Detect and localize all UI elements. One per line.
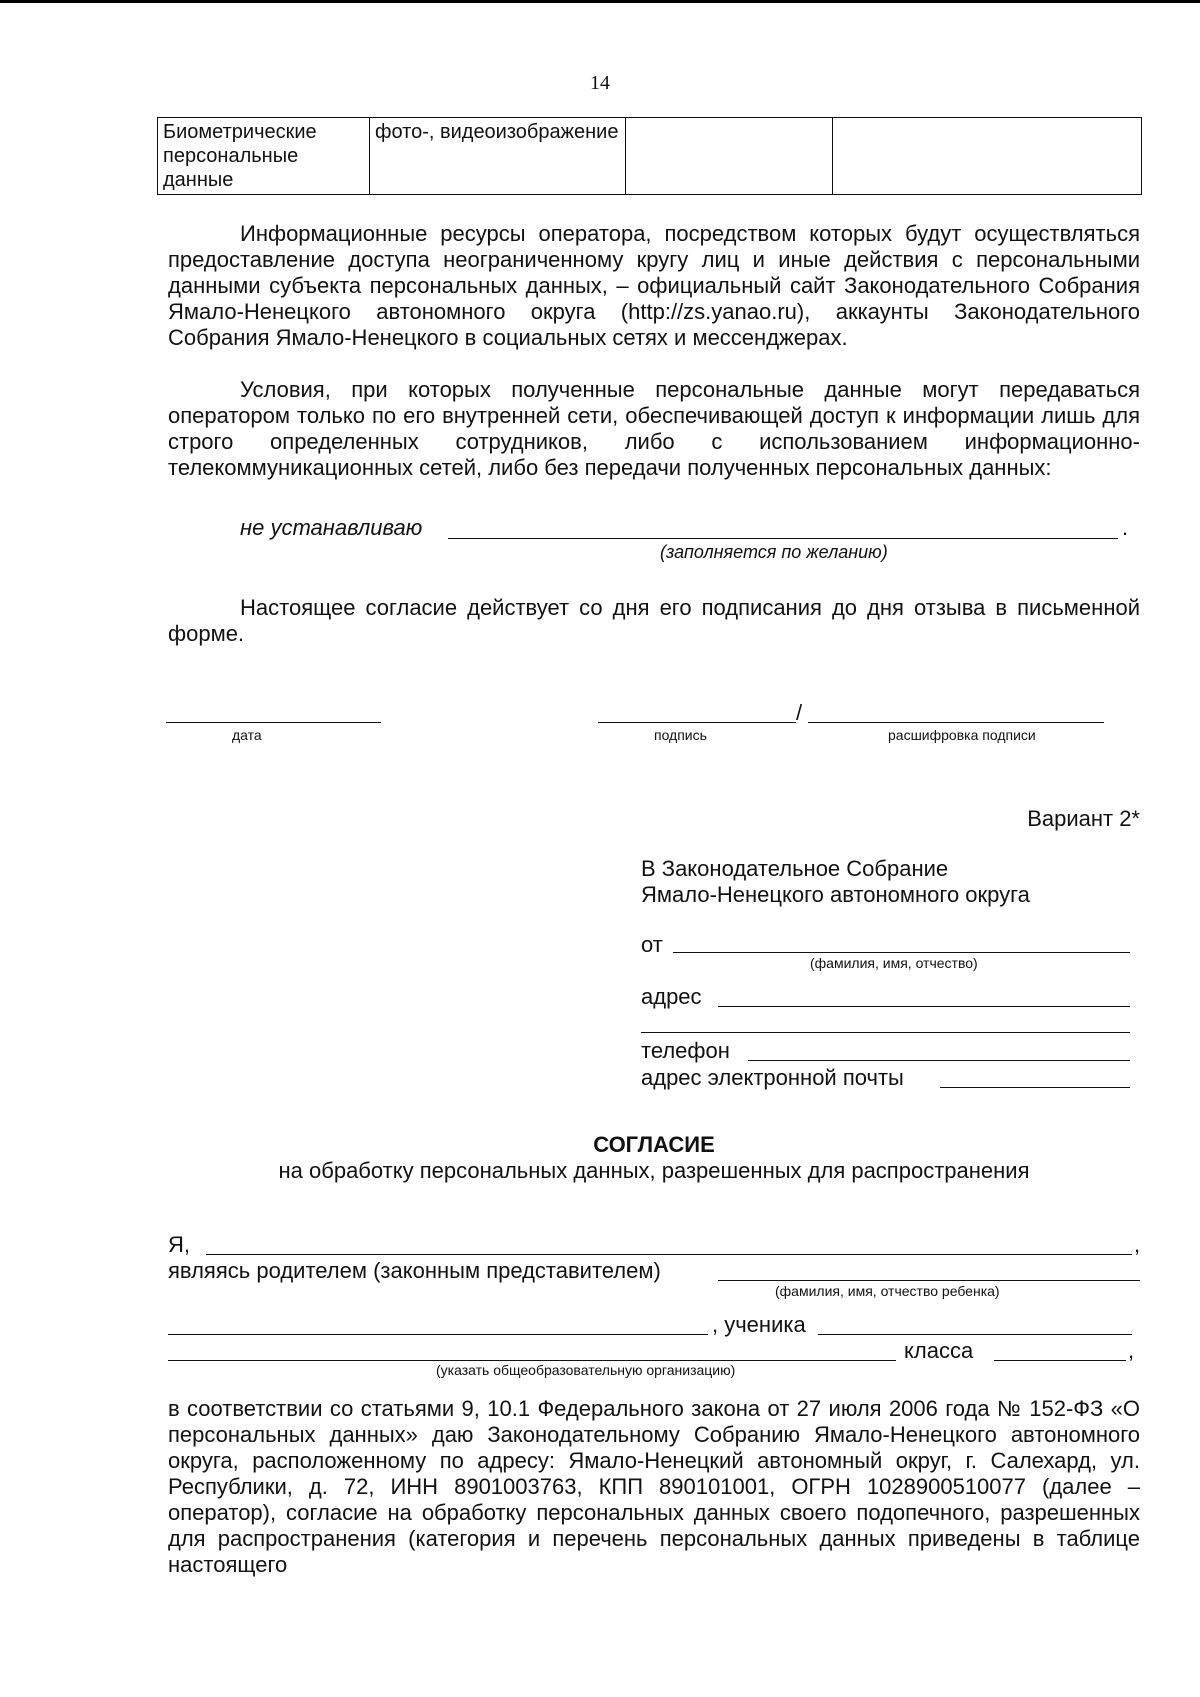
fio-caption: (фамилия, имя, отчество) <box>810 955 978 971</box>
phone-label: телефон <box>641 1038 730 1063</box>
address-blank-line-2[interactable] <box>641 1032 1130 1033</box>
addressee-line-2: Ямало-Ненецкого автономного округа <box>641 882 1030 907</box>
table-cell-empty <box>626 118 833 195</box>
signature-blank-line[interactable] <box>598 722 796 723</box>
being-parent-label: являясь родителем (законным представителем) <box>168 1258 661 1283</box>
pupil-label: , ученика <box>712 1312 806 1337</box>
signature-slash: / <box>796 700 803 725</box>
school-caption: (указать общеобразовательную организацию) <box>436 1362 736 1378</box>
addressee-line-1: В Законодательное Собрание <box>641 856 949 881</box>
table-cell-empty <box>833 118 1142 195</box>
resources-paragraph: Информационные ресурсы оператора, посредством которых будут осуществляться предоставление доступа неограниченному кругу лиц и иные действия с персональными данными субъекта персональных данных, – официальный сайт Законодательного Собрания Ямало-Ненецкого автономного округа (http://zs.yanao.ru), аккаунты Законодательного Собрания Ямало-Ненецкого в социальных сетях и мессенджерах. <box>168 221 1140 350</box>
table-cell-list: фото-, видеоизображение <box>370 118 626 195</box>
phone-blank-line[interactable] <box>748 1060 1130 1061</box>
email-label: адрес электронной почты <box>641 1065 904 1090</box>
email-blank-line[interactable] <box>940 1087 1130 1088</box>
from-blank-line[interactable] <box>673 952 1130 953</box>
address-blank-line-1[interactable] <box>718 1006 1130 1007</box>
consent-subtitle: на обработку персональных данных, разрешенных для распространения <box>278 1158 1030 1183</box>
table-cell-category: Биометрические персональные данные <box>158 118 370 195</box>
conditions-paragraph: Условия, при которых полученные персональные данные могут передаваться оператором только по его внутренней сети, обеспечивающей доступ к информации лишь для строго определенных сотрудников, либо с использованием информационно-телекоммуникационных сетей, либо без передачи полученных персональных данных: <box>168 377 1140 480</box>
variant-label: Вариант 2* <box>1027 806 1140 831</box>
school-blank-line-2[interactable] <box>168 1360 896 1361</box>
pupil-blank-line[interactable] <box>818 1334 1132 1335</box>
biometric-data-table <box>157 117 1142 195</box>
child-caption: (фамилия, имя, отчество ребенка) <box>775 1283 1000 1299</box>
i-comma: , <box>1134 1232 1141 1257</box>
class-blank-line[interactable] <box>994 1360 1126 1361</box>
i-label: Я, <box>168 1232 190 1257</box>
date-caption: дата <box>232 727 262 743</box>
signature-decrypt-caption: расшифровка подписи <box>888 727 1036 743</box>
class-comma: , <box>1128 1338 1135 1363</box>
school-blank-line-1[interactable] <box>168 1334 708 1335</box>
top-border-rule <box>0 0 1200 3</box>
i-blank-line[interactable] <box>206 1254 1132 1255</box>
validity-paragraph: Настоящее согласие действует со дня его подписания до дня отзыва в письменной форме. <box>168 595 1140 646</box>
page-number: 14 <box>590 72 610 94</box>
period-mark: . <box>1122 515 1129 540</box>
consent-title: СОГЛАСИЕ <box>593 1132 715 1157</box>
table-row <box>158 118 1142 195</box>
no-set-blank-line[interactable] <box>448 538 1118 539</box>
address-label: адрес <box>641 984 702 1009</box>
class-label: класса <box>904 1338 974 1363</box>
no-set-label: не устанавливаю <box>240 515 423 540</box>
from-label: от <box>641 932 663 957</box>
signature-caption: подпись <box>654 727 707 743</box>
child-blank-line[interactable] <box>718 1280 1140 1281</box>
date-blank-line[interactable] <box>166 722 381 723</box>
signature-decrypt-blank-line[interactable] <box>808 722 1104 723</box>
consent-body-paragraph: в соответствии со статьями 9, 10.1 Федерального закона от 27 июля 2006 года № 152-ФЗ «О персональных данных» даю Законодательному Собранию Ямало-Ненецкого автономного округа, расположенному по адресу: Ямало-Ненецкий автономный округ, г. Салехард, ул. Республики, д. 72, ИНН 8901003763, КПП 890101001, ОГРН 1028900510077 (далее – оператор), согласие на обработку персональных данных своего подопечного, разрешенных для распространения (категория и перечень персональных данных приведены в таблице настоящего <box>168 1396 1140 1577</box>
fill-optional-caption: (заполняется по желанию) <box>660 542 888 562</box>
